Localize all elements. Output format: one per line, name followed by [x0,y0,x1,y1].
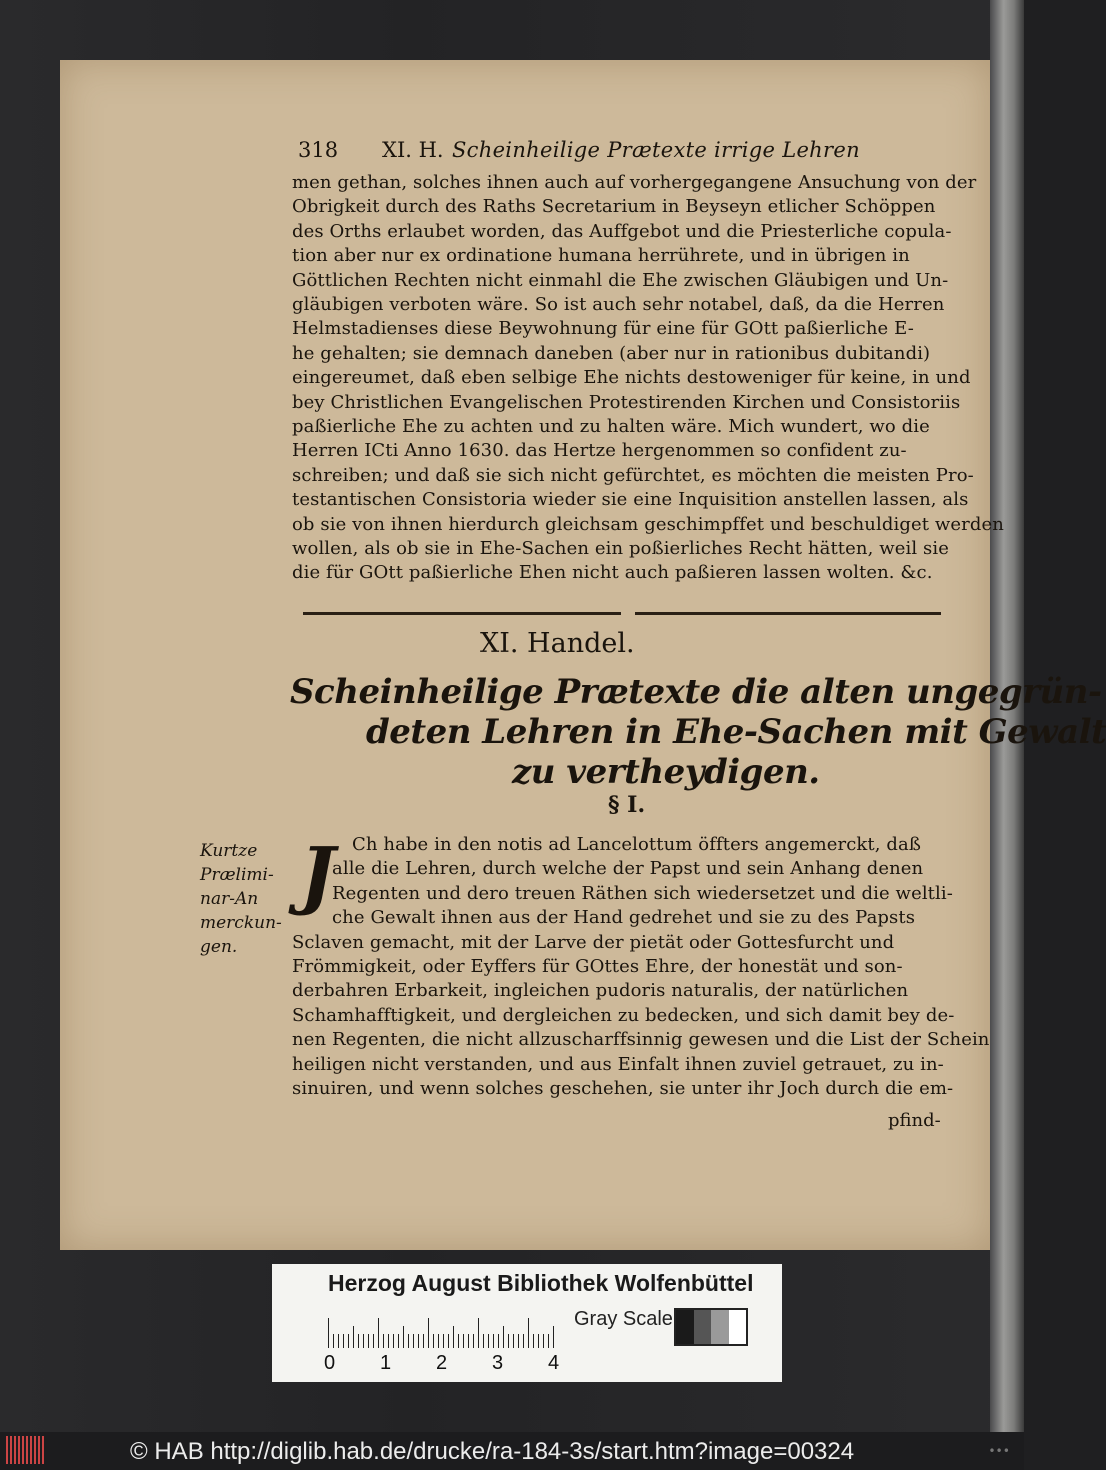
margin-note-line: merckun- [200,913,282,933]
heading-line: zu vertheydigen. [512,752,820,792]
ruler-tick [333,1334,334,1348]
ruler-tick [438,1334,439,1348]
text-line: Obrigkeit durch des Raths Secretarium in Beyseyn etlicher Schöppen [292,196,936,218]
ruler-tick [478,1318,479,1348]
margin-note-line: Kurtze [200,841,258,861]
ruler-tick [483,1334,484,1348]
ruler-tick [373,1334,374,1348]
ruler-tick [543,1334,544,1348]
ruler-tick [498,1334,499,1348]
margin-note-line: gen. [200,937,238,957]
ruler-tick [348,1334,349,1348]
ruler-tick [503,1326,504,1348]
library-name: Herzog August Bibliothek Wolfenbüttel [328,1270,754,1296]
ruler-tick [423,1334,424,1348]
gray-swatch [729,1310,747,1344]
ruler-tick [428,1318,429,1348]
text-line: Helmstadienses diese Beywohnung für eine für GOtt paßierliche E- [292,318,914,340]
ruler-tick [488,1334,489,1348]
drop-initial: J [300,832,336,918]
ruler-tick [458,1334,459,1348]
text-line: wollen, als ob sie in Ehe-Sachen ein poßierliches Recht hätten, weil sie [292,538,949,559]
text-line: paßierliche Ehe zu achten und zu halten wäre. Mich wundert, wo die [292,416,930,437]
section-mark: XI. H. [382,138,444,162]
text-line: eingereumet, daß eben selbige Ehe nichts destoweniger für keine, in und [292,367,971,389]
ruler-number: 2 [436,1352,448,1374]
text-line: schreiben; und daß sie sich nicht gefürchtet, es möchten die meisten Pro- [292,464,974,486]
barcode-icon [6,1436,46,1464]
ruler-tick [443,1334,444,1348]
text-line: gläubigen verboten wäre. So ist auch sehr notabel, daß, da die Herren [292,294,945,315]
footer-bar [0,1432,1024,1470]
paragraph-mark: § I. [608,792,646,818]
text-line: Frömmigkeit, oder Eyffers für GOttes Ehre, der honestät und son- [292,956,903,977]
ruler-number: 0 [324,1352,336,1374]
text-line: Herren ICti Anno 1630. das Hertze hergenommen so confident zu- [292,440,907,462]
ruler-tick [413,1334,414,1348]
ruler-tick [338,1334,339,1348]
text-line: Göttlichen Rechten nicht einmahl die Ehe zwischen Gläubigen und Un- [292,269,949,291]
ruler-tick [363,1334,364,1348]
text-line: die für GOtt paßierliche Ehen nicht auch paßieren lassen wolten. &c. [292,562,933,584]
color-scale-card [272,1264,782,1382]
gray-swatch [676,1310,694,1344]
ruler-tick [453,1326,454,1348]
heading-line: Scheinheilige Prætexte die alten ungegrün- [290,672,1102,712]
text-line: men gethan, solches ihnen auch auf vorhergegangene Ansuchung von der [292,172,977,193]
ruler-tick [508,1334,509,1348]
margin-note-line: Prælimi- [200,865,274,885]
ruler-tick [553,1326,554,1348]
gray-swatch [711,1310,729,1344]
text-line: Sclaven gemacht, mit der Larve der pietät oder Gottesfurcht und [292,931,895,953]
ruler-tick [448,1334,449,1348]
book-page [60,60,1106,1250]
ruler-tick [468,1334,469,1348]
page-number: 318 [298,138,339,162]
ruler-tick [523,1334,524,1348]
ruler-tick [328,1318,329,1348]
ruler-tick [513,1334,514,1348]
text-line: alle die Lehren, durch welche der Papst und sein Anhang denen [332,858,924,880]
ruler-tick [388,1334,389,1348]
ruler-tick [548,1334,549,1348]
ruler-tick [433,1334,434,1348]
text-line: ob sie von ihnen hierdurch gleichsam geschimpffet und beschuldiget werden [292,513,1004,535]
ruler-tick [473,1334,474,1348]
ruler-tick [398,1334,399,1348]
ruler-tick [343,1334,344,1348]
ruler-tick [353,1326,354,1348]
text-line: heiligen nicht verstanden, und aus Einfalt ihnen zuviel getrauet, zu in- [292,1053,944,1075]
ruler-tick [408,1334,409,1348]
more-icon[interactable]: ••• [988,1444,1010,1458]
text-line: bey Christlichen Evangelischen Protestirenden Kirchen und Consistoriis [292,391,961,413]
text-line: sinuiren, und wenn solches geschehen, sie unter ihr Joch durch die em- [292,1078,954,1099]
ruler-tick [403,1326,404,1348]
ruler-tick [463,1334,464,1348]
divider-rule-right [635,612,941,615]
ruler-tick [493,1334,494,1348]
running-header [298,134,858,168]
text-line: Regenten und dero treuen Räthen sich wiedersetzet und die weltli- [332,882,953,904]
ruler-tick [393,1334,394,1348]
ruler-tick [538,1334,539,1348]
ruler-tick [358,1334,359,1348]
text-line: Schamhafftigkeit, und dergleichen zu bedecken, und sich damit bey de- [292,1004,955,1026]
ruler-tick [418,1334,419,1348]
margin-note-line: nar-An [200,889,259,909]
gray-swatches [674,1308,748,1346]
gray-swatch [694,1310,712,1344]
ruler-tick [528,1318,529,1348]
ruler-number: 4 [548,1352,560,1374]
text-line: tion aber nur ex ordinatione humana herrührete, und in übrigen in [292,245,910,267]
text-line: nen Regenten, die nicht allzuscharffsinnig gewesen und die List der Schein [292,1029,990,1051]
text-line: he gehalten; sie demnach daneben (aber nur in rationibus dubitandi) [292,342,931,364]
ruler-number: 1 [380,1352,392,1374]
ruler-tick [378,1318,379,1348]
copyright-link[interactable]: © HAB http://diglib.hab.de/drucke/ra-184-3s/start.htm?image=00324 [130,1438,855,1465]
divider-rule-left [303,612,621,615]
ruler-number: 3 [492,1352,504,1374]
ruler-tick [383,1334,384,1348]
text-line: che Gewalt ihnen aus der Hand gedrehet und sie zu des Papsts [332,907,916,929]
ruler-tick [368,1334,369,1348]
text-line: Ch habe in den notis ad Lancelottum öffters angemerckt, daß [352,834,921,855]
text-line: des Orths erlaubet worden, das Auffgebot und die Priesterliche copula- [292,220,952,242]
text-line: derbahren Erbarkeit, ingleichen pudoris naturalis, der natürlichen [292,980,909,1002]
catchword: pfind- [888,1110,941,1131]
gray-scale-label: Gray Scale [574,1308,673,1330]
text-line: testantischen Consistoria wieder sie eine Inquisition anstellen lassen, als [292,489,969,511]
ruler-tick [518,1334,519,1348]
heading-line: deten Lehren in Ehe-Sachen mit Gewalt [366,712,1106,752]
chapter-number: XI. Handel. [480,628,635,659]
ruler-ticks [328,1318,558,1348]
running-title: Scheinheilige Prætexte irrige Lehren [452,138,860,162]
ruler-tick [533,1334,534,1348]
